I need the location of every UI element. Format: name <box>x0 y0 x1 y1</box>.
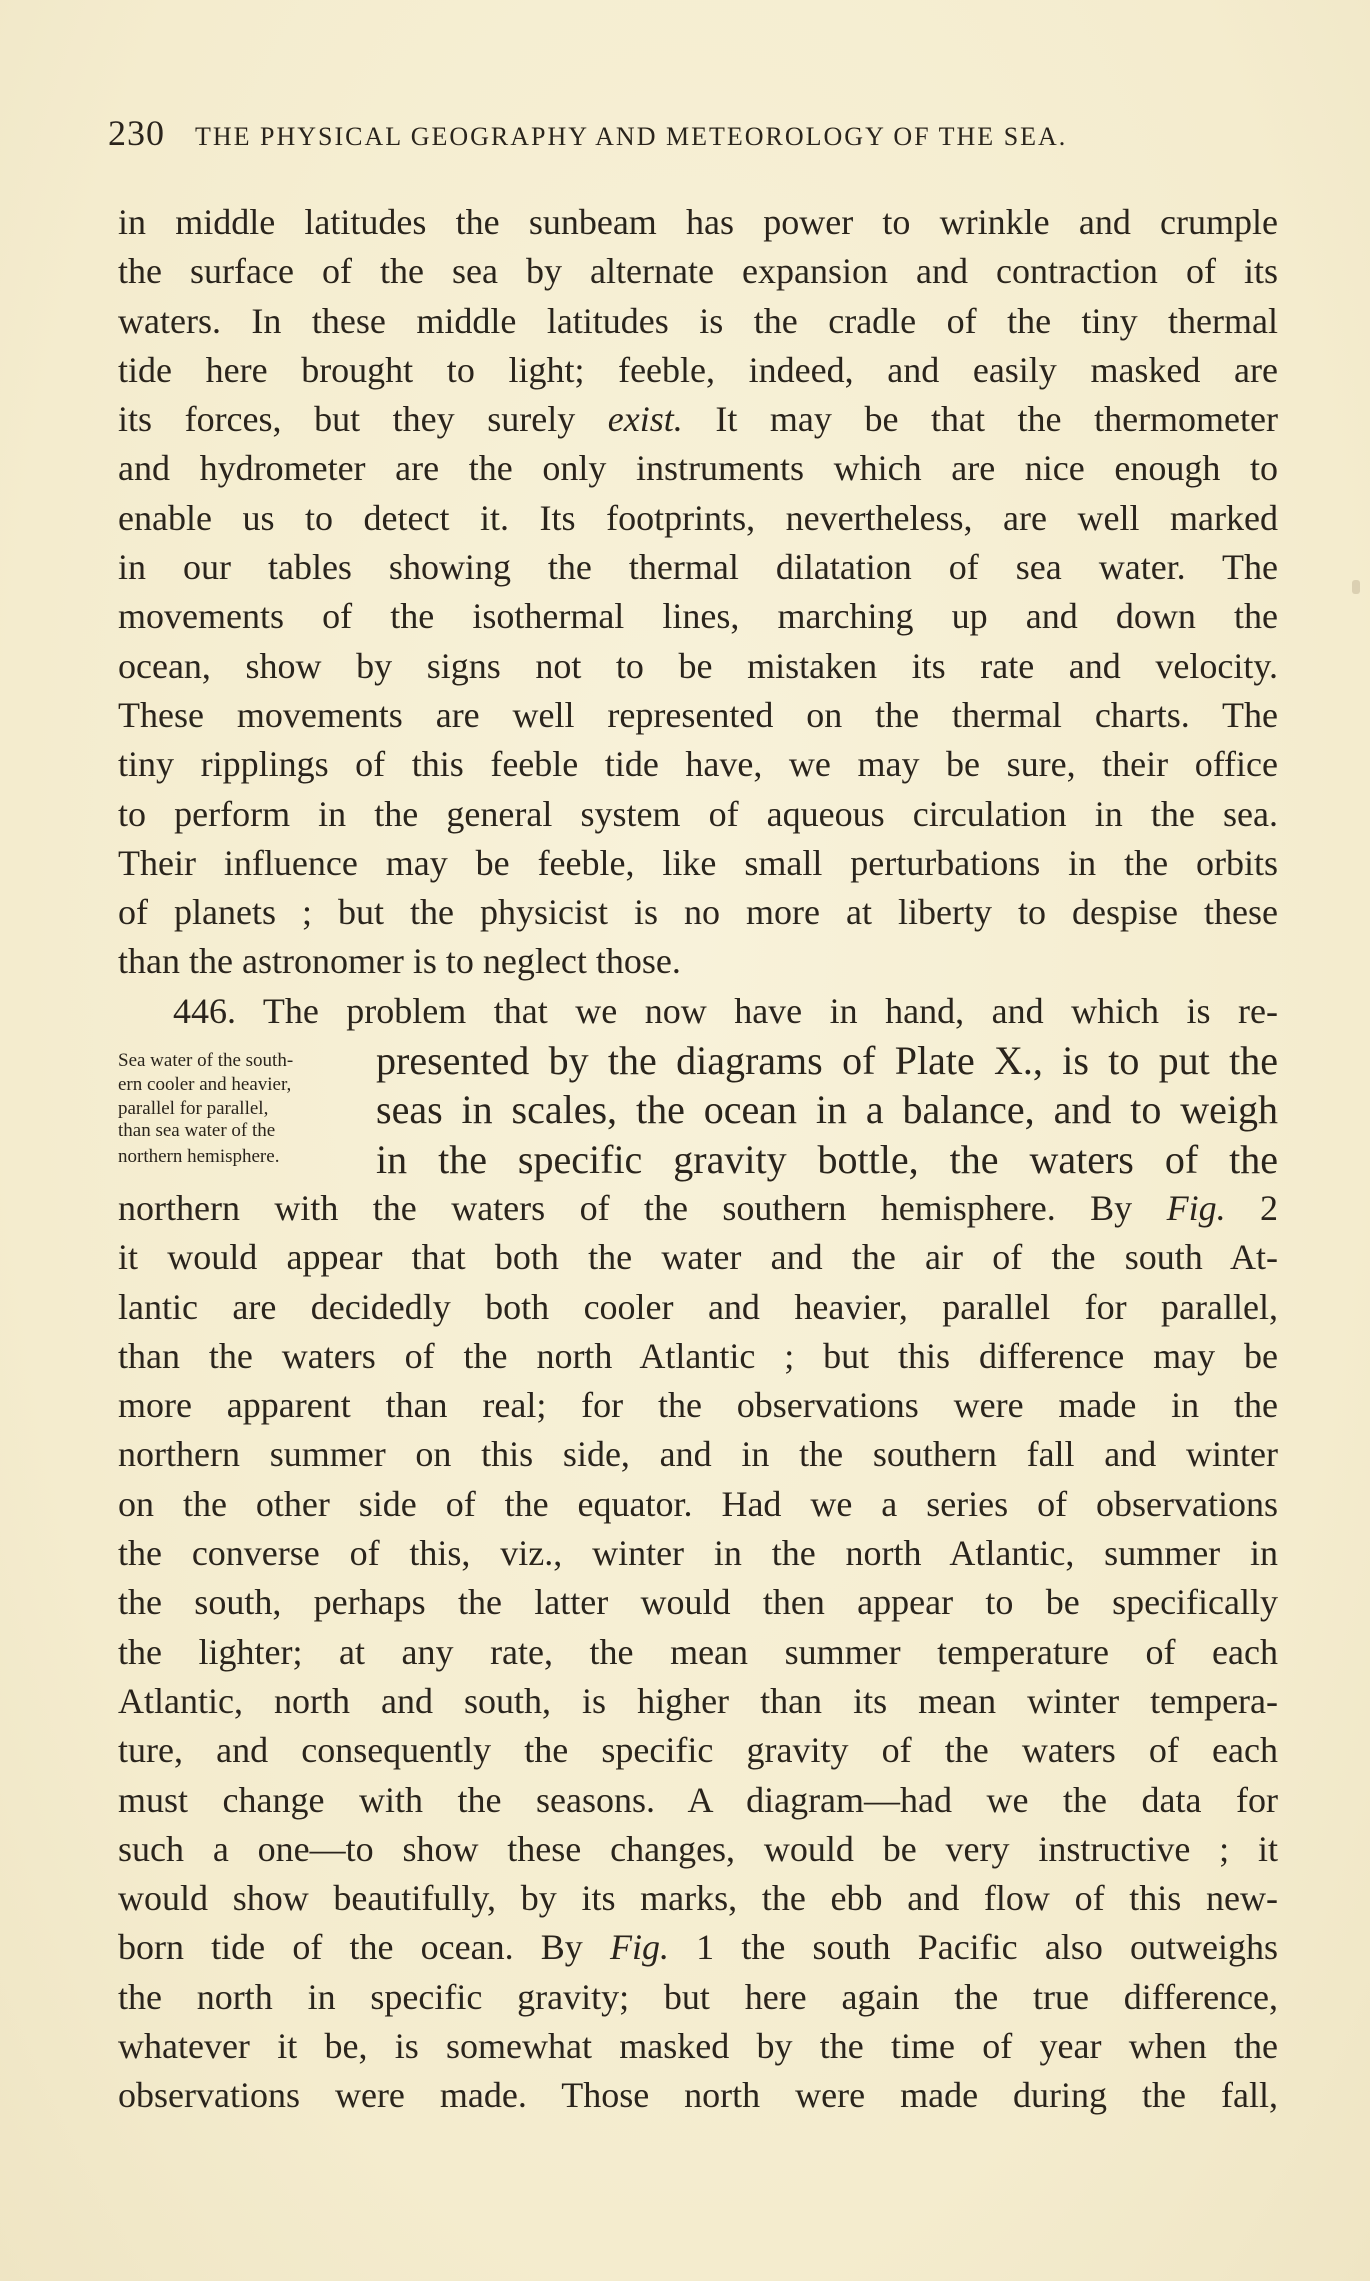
text-line: and hydrometer are the only instruments which are nice enough to <box>118 448 1278 489</box>
text-line: its forces, but they surely exist. It may be that the thermometer <box>118 399 1279 440</box>
text-line: the south, perhaps the latter would then appear to be specifically <box>118 1582 1278 1623</box>
sidenote <box>118 1085 376 1142</box>
text-line: born tide of the ocean. By Fig. 1 the south Pacific also outweighs <box>118 1927 1279 1968</box>
sidenote-row <box>118 1135 1278 1184</box>
text-line: the converse of this, viz., winter in the north Atlantic, summer in <box>118 1533 1278 1574</box>
sidenote <box>118 1036 376 1096</box>
italic-fig: Fig. <box>609 1927 669 1968</box>
text-line: Their influence may be feeble, like small perturbations in the orbits <box>118 842 1278 883</box>
running-head: THE PHYSICAL GEOGRAPHY AND METEOROLOGY OF THE SEA. <box>195 122 1068 151</box>
sidenote <box>118 1135 376 1184</box>
italic-fig: Fig. <box>1166 1187 1226 1228</box>
text-line: tiny ripplings of this feeble tide have, we may be sure, their office <box>118 744 1278 785</box>
text-line: observations were made. Those north were made during the fall, <box>118 2075 1278 2116</box>
page-header <box>108 112 1208 162</box>
italic-word: exist. <box>607 399 683 440</box>
text-line: lantic are decidedly both cooler and heavier, parallel for parallel, <box>118 1286 1278 1327</box>
sidenote-line: parallel for parallel, <box>118 1098 269 1120</box>
text-line: waters. In these middle latitudes is the cradle of the tiny thermal <box>118 300 1278 341</box>
text-line: to perform in the general system of aqueous circulation in the sea. <box>118 793 1278 834</box>
text-line: in the specific gravity bottle, the waters of the <box>376 1136 1278 1182</box>
sidenote-row <box>118 1036 1278 1096</box>
text-line: such a one—to show these changes, would be very instructive ; it <box>118 1828 1278 1869</box>
page-blemish <box>1352 580 1360 594</box>
text-line: in our tables showing the thermal dilatation of sea water. The <box>118 547 1278 588</box>
text-line: whatever it be, is somewhat masked by the time of year when the <box>118 2025 1278 2066</box>
paragraph-446-start: 446. The problem that we now have in hand, and which is re- <box>173 990 1278 1031</box>
text-line: than the waters of the north Atlantic ; but this difference may be <box>118 1335 1278 1376</box>
text-line: it would appear that both the water and the air of the south At- <box>118 1237 1278 1278</box>
text-line: Atlantic, north and south, is higher than its mean winter tempera- <box>118 1680 1278 1721</box>
text-line: than the astronomer is to neglect those. <box>118 941 681 982</box>
text-line: of planets ; but the physicist is no more at liberty to despise these <box>118 892 1278 933</box>
text-line: the surface of the sea by alternate expansion and contraction of its <box>118 251 1278 292</box>
text-line: in middle latitudes the sunbeam has power to wrinkle and crumple <box>118 202 1278 242</box>
sidenote-row <box>118 1085 1278 1142</box>
text-line: northern summer on this side, and in the southern fall and winter <box>118 1434 1278 1475</box>
sidenote-line: Sea water of the south- <box>118 1050 294 1072</box>
text-line: more apparent than real; for the observations were made in the <box>118 1385 1278 1426</box>
text-line: on the other side of the equator. Had we a series of observations <box>118 1483 1278 1524</box>
text-line: enable us to detect it. Its footprints, nevertheless, are well marked <box>118 497 1278 538</box>
body-text <box>118 198 1278 2121</box>
text-line: presented by the diagrams of Plate X., is to put the <box>376 1038 1278 1084</box>
sidenote-line: northern hemisphere. <box>118 1145 280 1167</box>
text-line: the north in specific gravity; but here again the true difference, <box>118 1976 1278 2017</box>
text-line: northern with the waters of the southern hemisphere. By Fig. 2 <box>118 1187 1278 1228</box>
page-number: 230 <box>108 113 165 153</box>
sidenote-line: ern cooler and heavier, <box>118 1074 292 1096</box>
text-line: These movements are well represented on the thermal charts. The <box>118 694 1278 735</box>
text-line: would show beautifully, by its marks, the ebb and flow of this new- <box>118 1878 1278 1919</box>
text-line: tide here brought to light; feeble, indeed, and easily masked are <box>118 349 1278 390</box>
text-line: ocean, show by signs not to be mistaken its rate and velocity. <box>118 645 1278 686</box>
text-line: ture, and consequently the specific gravity of the waters of each <box>118 1730 1278 1771</box>
text-line: seas in scales, the ocean in a balance, and to weigh <box>376 1087 1278 1133</box>
sidenote-line: than sea water of the <box>118 1120 276 1142</box>
text-line: movements of the isothermal lines, marching up and down the <box>118 596 1278 637</box>
text-line: the lighter; at any rate, the mean summer temperature of each <box>118 1631 1278 1672</box>
text-line: must change with the seasons. A diagram—had we the data for <box>118 1779 1278 1820</box>
